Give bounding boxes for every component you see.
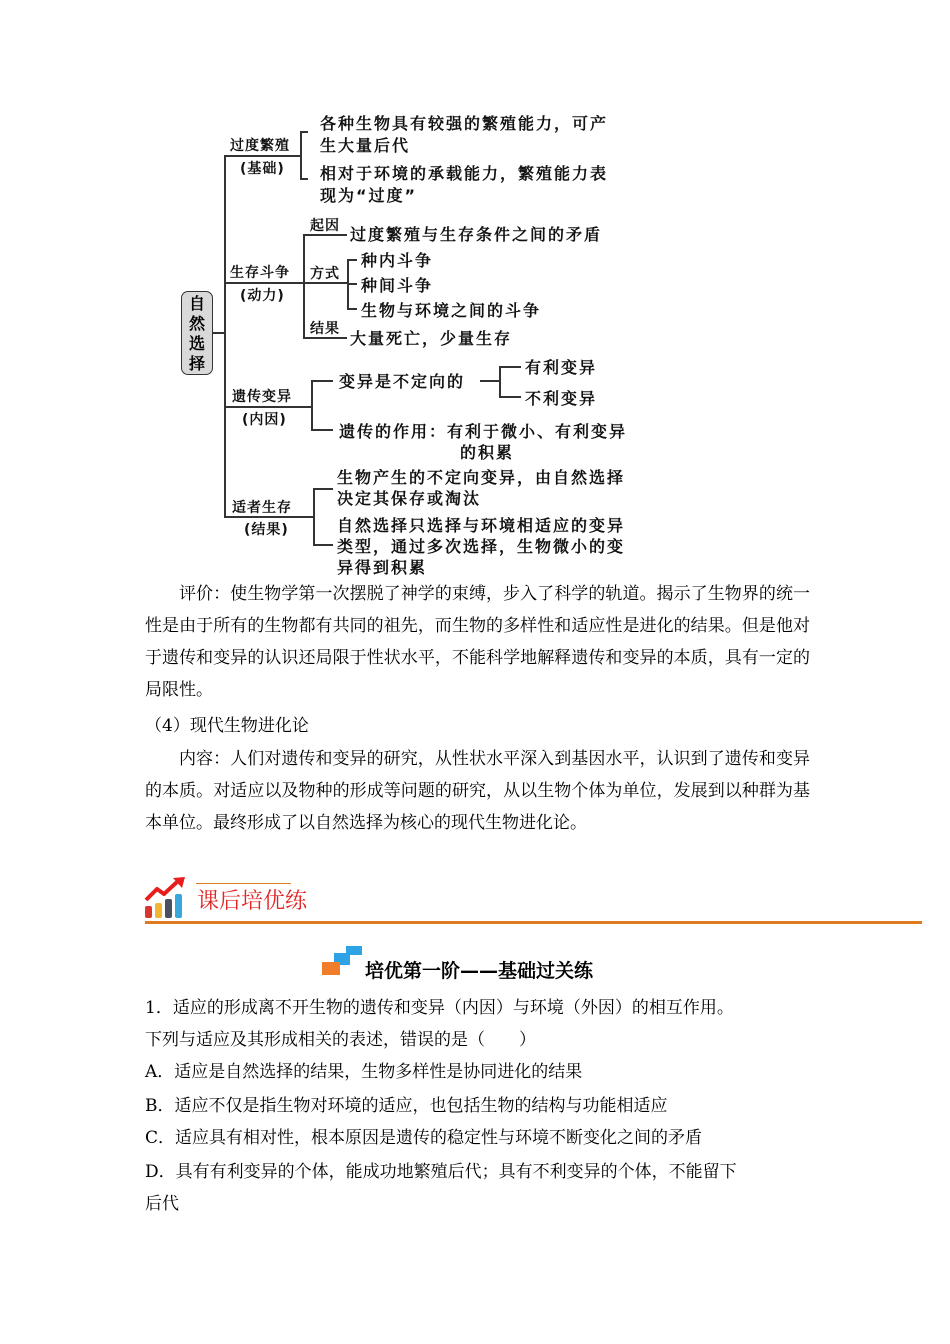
diagram-text: 生大量后代 [320, 136, 411, 155]
bracket-line [499, 396, 521, 398]
diagram-text: 各种生物具有较强的繁殖能力，可产 [320, 114, 609, 133]
evaluation-paragraph: 评价：使生物学第一次摆脱了神学的束缚，步入了科学的轨道。揭示了生物界的统一性是由于所有的生物都有共同的祖先，而生物的多样性和适应性是进化的结果。但是他对于遗传和变异的认识还局限于性状水平，不能科学地解释遗传和变异的本质，具有一定的局限性。 [145, 584, 810, 700]
diagram-text: 大量死亡，少量生存 [350, 329, 513, 348]
branch-subtitle: (动力) [240, 288, 285, 304]
diagram-text: 过度繁殖与生存条件之间的矛盾 [350, 225, 603, 244]
diagram-root [181, 291, 213, 375]
diagram-text: 类型，通过多次选择，生物微小的变 [337, 537, 626, 556]
bracket-line [311, 380, 313, 430]
bracket-line [303, 234, 305, 338]
diagram-text: 相对于环境的承载能力，繁殖能力表 [320, 164, 609, 183]
trunk-line [224, 155, 226, 517]
variation-type: 不利变异 [525, 389, 598, 408]
chart-growth-icon [143, 876, 189, 920]
stage-title: 培优第一阶——基础过关练 [365, 960, 594, 982]
bracket-line [311, 380, 333, 382]
section-divider [145, 921, 922, 924]
stairs-icon [320, 945, 364, 977]
branch-subtitle: (基础) [240, 161, 285, 177]
bracket-line [300, 131, 302, 179]
diagram-text: 的积累 [460, 443, 515, 462]
variation-type: 有利变异 [525, 358, 598, 377]
connector-line [480, 380, 500, 382]
root-char: 选 [188, 334, 205, 353]
diagram-text: 生物产生的不定向变异，由自然选择 [337, 468, 626, 487]
sub-label-result: 结果 [310, 321, 340, 337]
bracket-line [347, 259, 357, 261]
diagram-text: 生物与环境之间的斗争 [361, 301, 542, 320]
option-a[interactable]: A．适应是自然选择的结果，生物多样性是协同进化的结果 [145, 1062, 583, 1082]
option-b[interactable]: B．适应不仅是指生物对环境的适应，也包括生物的结构与功能相适应 [145, 1096, 668, 1116]
bracket-line [311, 429, 333, 431]
branch-title: 遗传变异 [232, 389, 292, 405]
question-stem: 下列与适应及其形成相关的表述，错误的是（ ） [145, 1030, 536, 1050]
branch-subtitle: (结果) [244, 522, 289, 538]
bracket-line [347, 283, 357, 285]
diagram-text: 异得到积累 [337, 558, 428, 577]
option-d[interactable]: D．具有有利变异的个体，能成功地繁殖后代；具有不利变异的个体，不能留下 [145, 1162, 737, 1182]
bracket-line [499, 366, 521, 368]
root-char: 自 [188, 294, 205, 313]
bracket-line [300, 131, 308, 133]
bracket-line [499, 366, 501, 397]
sub-label-cause: 起因 [310, 218, 340, 234]
question-stem: 1．适应的形成离不开生物的遗传和变异（内因）与环境（外因）的相互作用。 [145, 998, 734, 1018]
branch-subtitle: (内因) [242, 412, 287, 428]
bracket-line [313, 488, 333, 490]
option-d-continuation[interactable]: 后代 [145, 1194, 179, 1214]
connector-line [224, 155, 300, 157]
diagram-text: 种间斗争 [361, 276, 434, 295]
root-char: 择 [188, 354, 205, 373]
bracket-line [313, 544, 333, 546]
bracket-line [313, 488, 315, 545]
modern-theory-paragraph: 内容：人们对遗传和变异的研究，从性状水平深入到基因水平，认识到了遗传和变异的本质。对适应以及物种的形成等问题的研究，从以生物个体为单位，发展到以种群为基本单位。最终形成了以自然选择为核心的现代生物进化论。 [145, 749, 810, 833]
diagram-text: 变异是不定向的 [339, 372, 466, 391]
root-char: 然 [188, 314, 205, 333]
diagram-text: 决定其保存或淘汰 [337, 489, 482, 508]
bracket-line [300, 178, 308, 180]
section-title: 课后培优练 [197, 889, 308, 914]
bracket-line [347, 308, 357, 310]
diagram-text: 遗传的作用：有利于微小、有利变异 [339, 422, 628, 441]
sub-label-mode: 方式 [310, 266, 340, 282]
diagram-text: 自然选择只选择与环境相适应的变异 [337, 516, 626, 535]
diagram-text: 种内斗争 [361, 251, 434, 270]
branch-title: 过度繁殖 [230, 138, 290, 154]
branch-title: 生存斗争 [230, 265, 290, 281]
diagram-text: 现为“过度” [320, 186, 418, 205]
section-heading: （4）现代生物进化论 [145, 716, 309, 736]
branch-title: 适者生存 [232, 500, 292, 516]
connector-line [224, 406, 312, 408]
connector-line [224, 282, 304, 284]
option-c[interactable]: C．适应具有相对性，根本原因是遗传的稳定性与环境不断变化之间的矛盾 [145, 1128, 703, 1148]
